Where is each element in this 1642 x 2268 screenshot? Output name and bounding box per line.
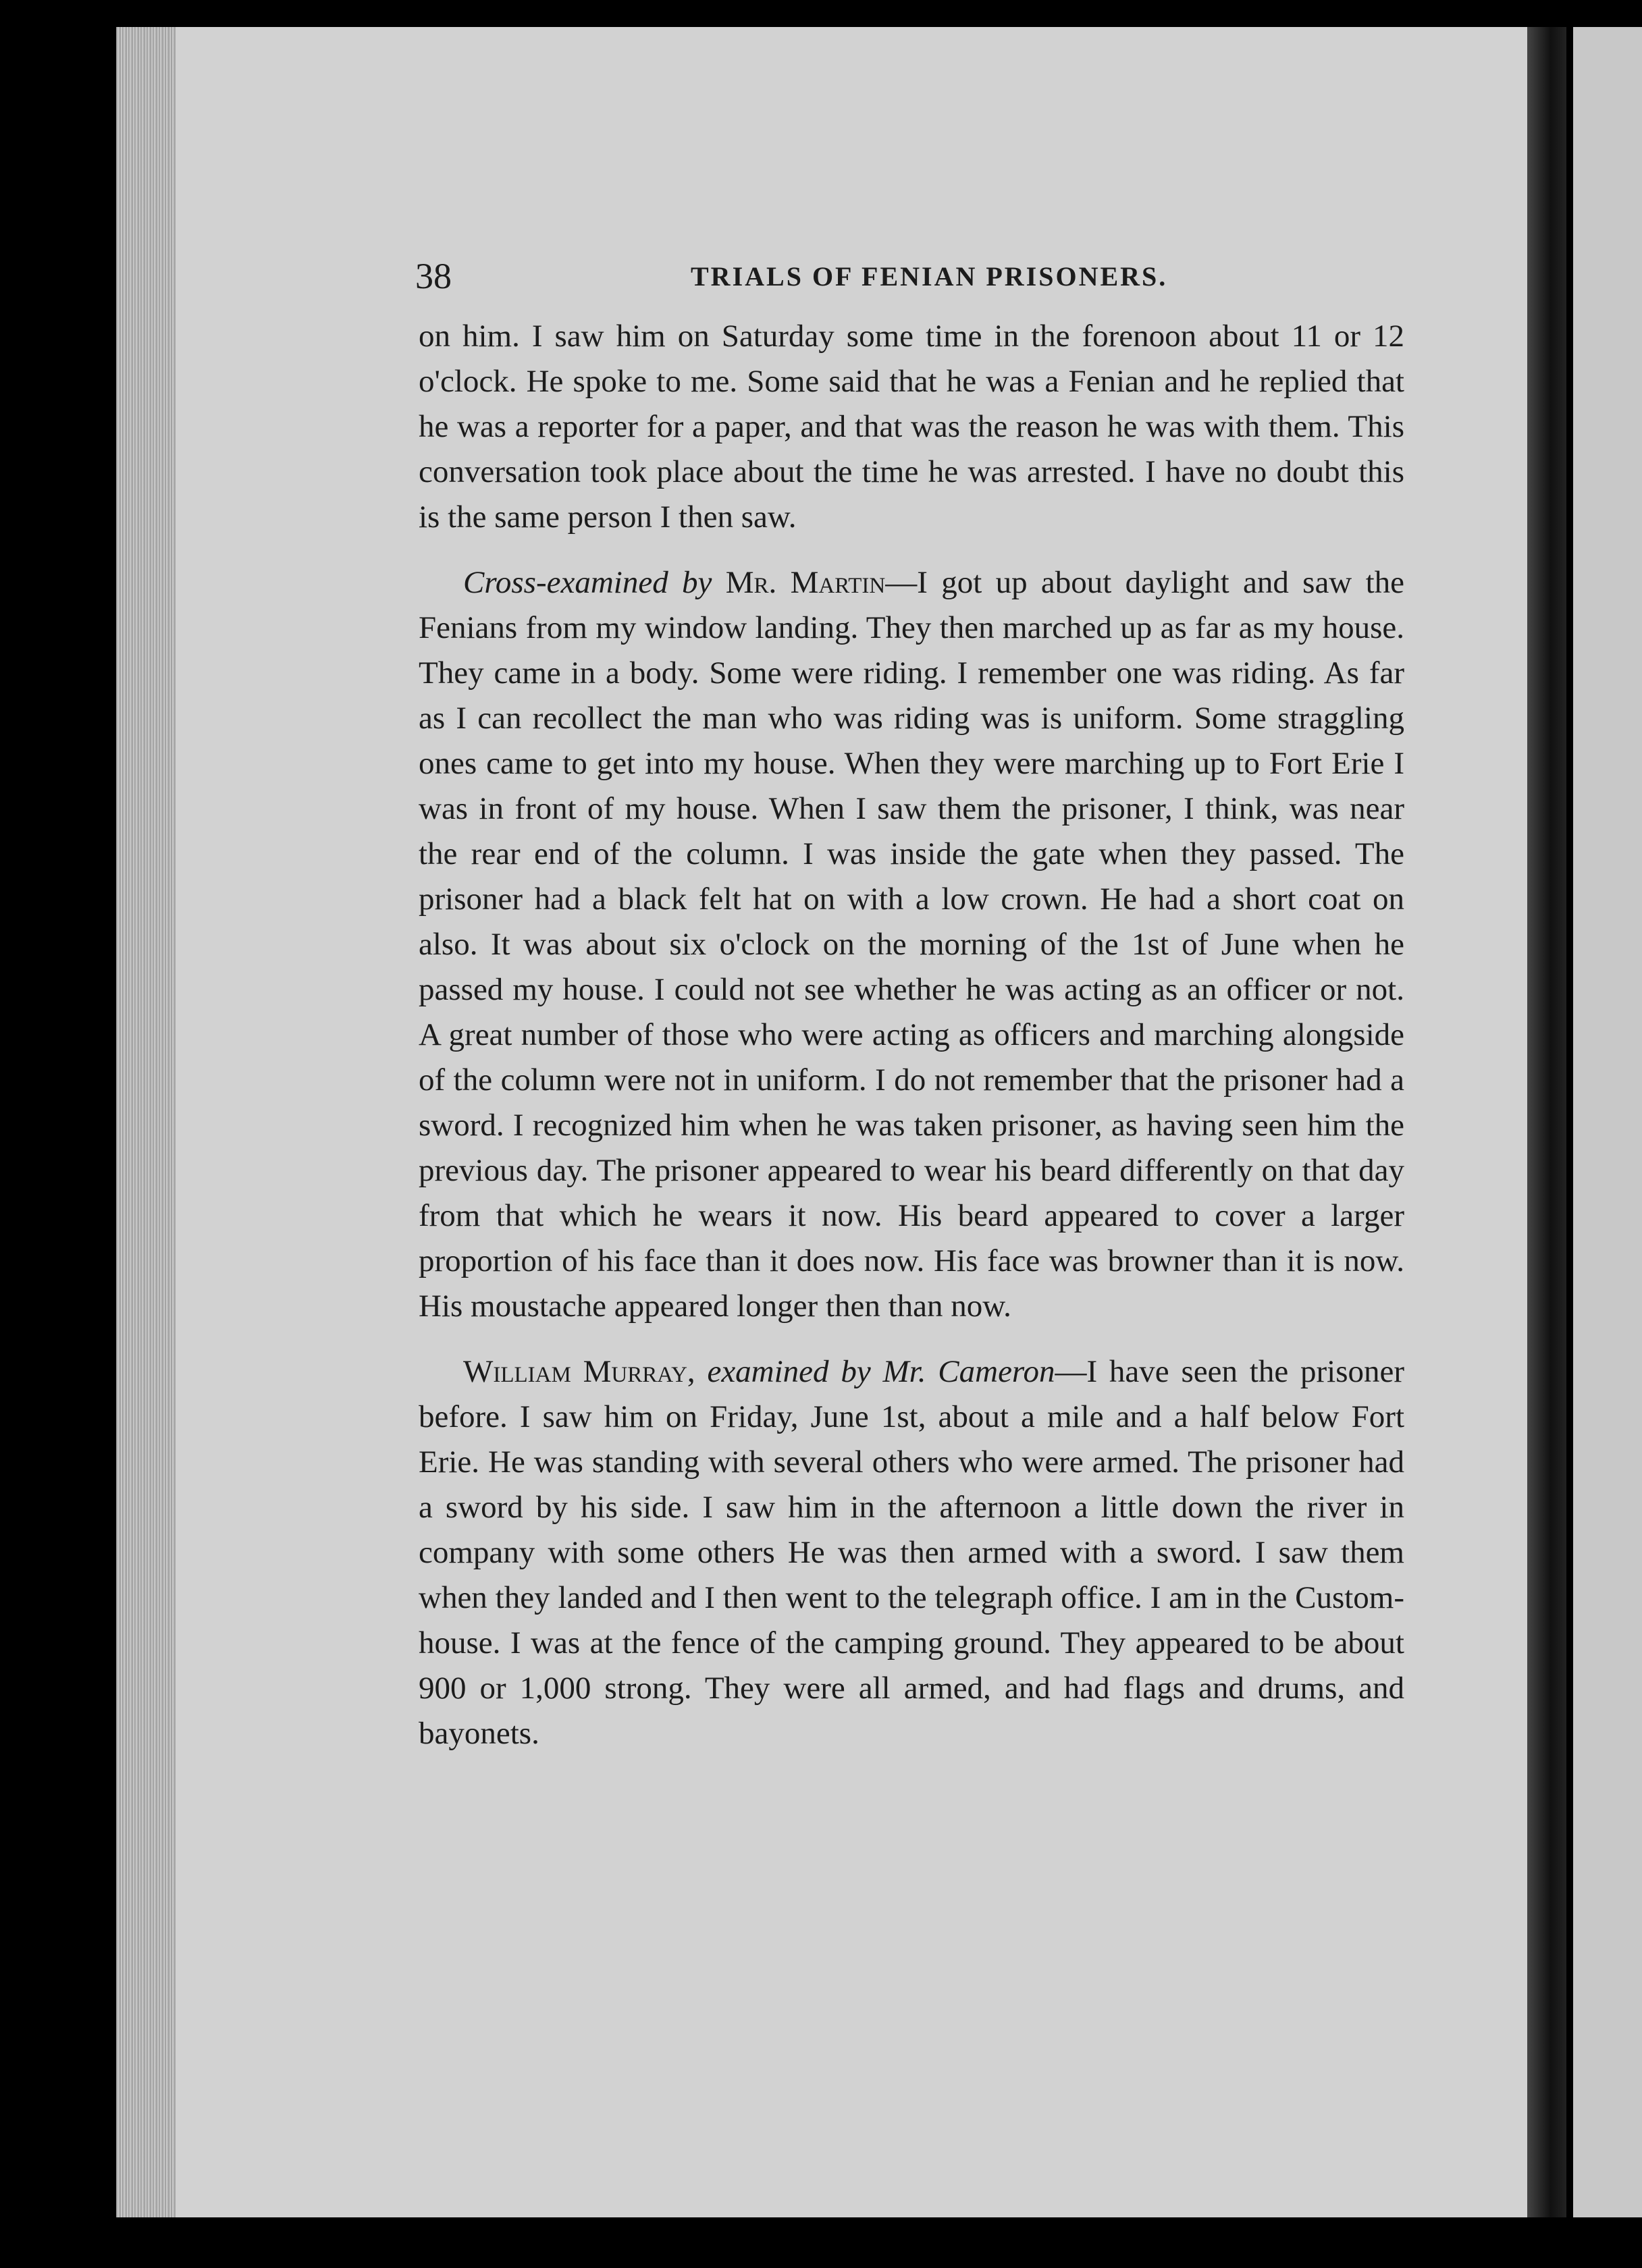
- paragraph-1: [419, 314, 1404, 540]
- paragraph-3-lead-name: William Murray,: [463, 1354, 695, 1389]
- facing-page-edge: [1573, 27, 1642, 2217]
- book-spine-shadow: [1527, 27, 1566, 2217]
- paragraph-2: [419, 560, 1404, 1329]
- paragraph-3-lead-italic: examined by Mr. Cameron: [695, 1354, 1055, 1389]
- page-header: [415, 255, 1394, 302]
- paragraph-3-text: —I have seen the prisoner before. I saw him on Friday, June 1st, about a mile and a half below Fort Erie. He was standing with several others who were armed. The prisoner had a sword by his side. I saw him in the afternoon a little down the river in company with some others He was then armed with a sword. I saw them when they landed and I then went to the telegraph office. I am in the Custom-house. I was at the fence of the camping ground. They appeared to be about 900 or 1,000 strong. They were all armed, and had flags and drums, and bayonets.: [419, 1354, 1404, 1751]
- paragraph-2-lead-name: Mr. Martin: [712, 565, 886, 600]
- body-text: [419, 314, 1404, 1777]
- paragraph-1-text: on him. I saw him on Saturday some time in the forenoon about 11 or 12 o'clock. He spoke to me. Some said that he was a Fenian and he replied that he was a reporter for a paper, and that was the reason he was with them. This conversation took place about the time he was arrested. I have no doubt this is the same person I then saw.: [419, 319, 1404, 535]
- paragraph-2-text: —I got up about daylight and saw the Fenians from my window landing. They then marched up as far as my house. They came in a body. Some were riding. I remember one was riding. As far as I can recollect the man who was riding was is uniform. Some straggling ones came to get into my house. When they were marching up to Fort Erie I was in front of my house. When I saw them the prisoner, I think, was near the rear end of the column. I was inside the gate when they passed. The prisoner had a black felt hat on with a low crown. He had a short coat on also. It was about six o'clock on the morning of the 1st of June when he passed my house. I could not see whether he was acting as an officer or not. A great number of those who were acting as officers and marching alongside of the column were not in uniform. I do not remember that the prisoner had a sword. I recognized him when he was taken prisoner, as having seen him the previous day. The prisoner appeared to wear his beard differently on that day from that which he wears it now. His beard appeared to cover a larger proportion of his face than it does now. His face was browner than it is now. His moustache appeared longer then than now.: [419, 565, 1404, 1324]
- paragraph-2-lead-italic: Cross-examined by: [463, 565, 712, 600]
- paragraph-3: [419, 1349, 1404, 1756]
- running-head: TRIALS OF FENIAN PRISONERS.: [691, 261, 1168, 292]
- page-number: 38: [415, 256, 452, 296]
